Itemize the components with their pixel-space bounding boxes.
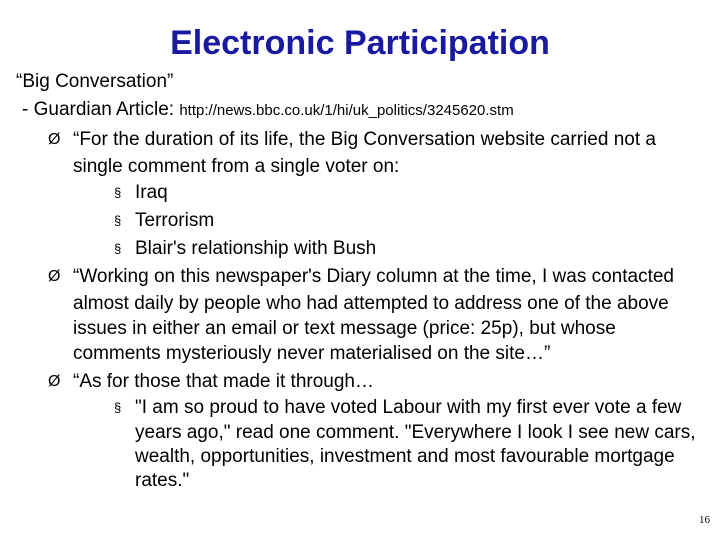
source-url: http://news.bbc.co.uk/1/hi/uk_politics/3245620.stm <box>179 102 514 119</box>
quote2-line-3: issues in either an email or text message (price: 25p), but whose <box>73 318 616 339</box>
arrow-bullet-icon: Ø <box>48 268 61 285</box>
source-prefix: - Guardian Article: <box>22 99 180 120</box>
square-bullet-icon: § <box>114 241 122 256</box>
comment-line-2: years ago," read one comment. "Everywhere I look I see new cars, <box>135 422 696 443</box>
source-line <box>22 98 514 123</box>
comment-line-1: "I am so proud to have voted Labour with my first ever vote a few <box>135 397 682 418</box>
quote1-line-2: single comment from a single voter on: <box>73 156 400 177</box>
heading-big-conversation: “Big Conversation” <box>16 71 174 92</box>
quote1-line-1: “For the duration of its life, the Big Conversation website carried not a <box>73 129 656 150</box>
topic-terrorism: Terrorism <box>135 210 215 231</box>
topic-iraq: Iraq <box>135 182 168 203</box>
quote2-line-1: “Working on this newspaper's Diary column at the time, I was contacted <box>73 266 674 287</box>
topic-blair-bush: Blair's relationship with Bush <box>135 238 377 259</box>
comment-line-4: rates." <box>135 470 190 491</box>
square-bullet-icon: § <box>114 400 122 415</box>
square-bullet-icon: § <box>114 185 122 200</box>
arrow-bullet-icon: Ø <box>48 131 61 148</box>
quote2-line-2: almost daily by people who had attempted to address one of the above <box>73 293 669 314</box>
slide-title: Electronic Participation <box>170 24 550 62</box>
comment-line-3: wealth, opportunities, investment and most favourable mortgage <box>135 446 675 467</box>
quote2-line-4: comments mysteriously never materialised on the site…” <box>73 343 551 364</box>
quote3-line: “As for those that made it through… <box>73 371 374 392</box>
arrow-bullet-icon: Ø <box>48 373 61 390</box>
square-bullet-icon: § <box>114 213 122 228</box>
page-number: 16 <box>699 514 710 526</box>
